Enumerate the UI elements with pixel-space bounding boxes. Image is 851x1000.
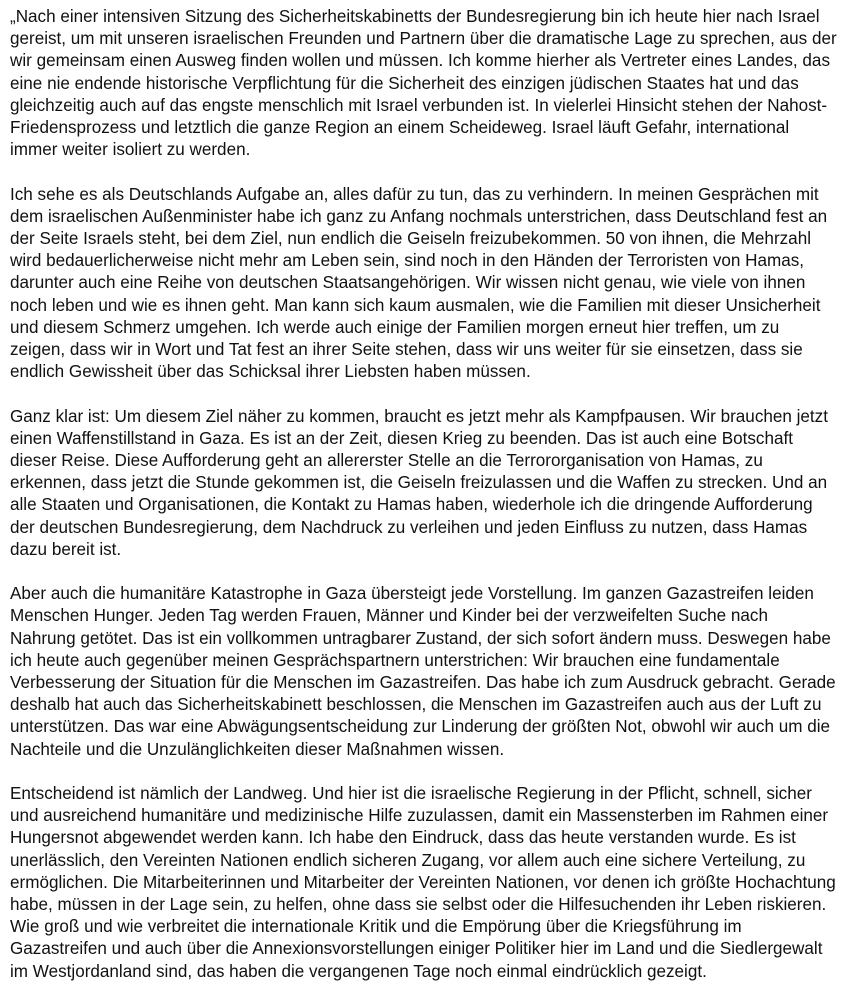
paragraph-2: Ich sehe es als Deutschlands Aufgabe an, alles dafür zu tun, das zu verhindern. In meinen Gesprächen mit dem israelischen Außenminister habe ich ganz zu Anfang nochmals unterstrichen, dass Deutschland fest an der Seite Israels steht, bei dem Ziel, nun endlich die Geiseln freizubekommen. 50 von ihnen, die Mehrzahl wird bedauerlicherweise nicht mehr am Leben sein, sind noch in den Händen der Terroristen von Hamas, darunter auch eine Reihe von deutschen Staatsangehörigen. Wir wissen nicht genau, wie viele von ihnen noch leben und wie es ihnen geht. Man kann sich kaum ausmalen, wie die Familien mit dieser Unsicherheit und diesem Schmerz umgehen. Ich werde auch einige der Familien morgen erneut hier treffen, um zu zeigen, dass wir in Wort und Tat fest an ihrer Seite stehen, dass wir uns weiter für sie einsetzen, dass sie endlich Gewissheit über das Schicksal ihrer Liebsten haben müssen. — [10, 184, 828, 382]
paragraph-3: Ganz klar ist: Um diesem Ziel näher zu kommen, braucht es jetzt mehr als Kampfpausen. Wir brauchen jetzt einen Waffenstillstand in Gaza. Es ist an der Zeit, diesen Krieg zu beenden. Das ist auch eine Botschaft dieser Reise. Diese Aufforderung geht an allererster Stelle an die Terrororganisation von Hamas, zu erkennen, dass jetzt die Stunde gekommen ist, die Geiseln freizulassen und die Waffen zu strecken. Und an alle Staaten und Organisationen, die Kontakt zu Hamas haben, wiederhole ich die dringende Aufforderung der deutschen Bundesregierung, dem Nachdruck zu verleihen und jeden Einfluss zu nutzen, dass Hamas dazu bereit ist. — [10, 406, 828, 559]
paragraph-4: Aber auch die humanitäre Katastrophe in Gaza übersteigt jede Vorstellung. Im ganzen Gazastreifen leiden Menschen Hunger. Jeden Tag werden Frauen, Männer und Kinder bei der verzweifelten Suche nach Nahrung getötet. Das ist ein vollkommen untragbarer Zustand, der sich sofort ändern muss. Deswegen habe ich heute auch gegenüber meinen Gesprächspartnern unterstrichen: Wir brauchen eine fundamentale Verbesserung der Situation für die Menschen im Gazastreifen. Das habe ich zum Ausdruck gebracht. Gerade deshalb hat auch das Sicherheitskabinett beschlossen, die Menschen im Gazastreifen auch aus der Luft zu unterstützen. Das war eine Abwägungsentscheidung zur Linderung der größten Not, obwohl wir auch um die Nachteile und die Unzulänglichkeiten dieser Maßnahmen wissen. — [10, 584, 836, 759]
paragraph-1: „Nach einer intensiven Sitzung des Sicherheitskabinetts der Bundesregierung bin ich heute hier nach Israel gereist, um mit unseren israelischen Freunden und Partnern über die dramatische Lage zu sprechen, aus der wir gemeinsam einen Ausweg finden wollen und müssen. Ich komme hierher als Vertreter eines Landes, das eine nie endende historische Verpflichtung für die Sicherheit des einzigen jüdischen Staates hat und das gleichzeitig auch auf das engste menschlich mit Israel verbunden ist. In vielerlei Hinsicht stehen der Nahost-Friedensprozess und letztlich die ganze Region an einem Scheideweg. Israel läuft Gefahr, international immer weiter isoliert zu werden. — [10, 7, 837, 160]
paragraph-5: Entscheidend ist nämlich der Landweg. Und hier ist die israelische Regierung in der Pflicht, schnell, sicher und ausreichend humanitäre und medizinische Hilfe zuzulassen, damit ein Massensterben im Rahmen einer Hungersnot abgewendet werden kann. Ich habe den Eindruck, dass das heute verstanden wurde. Es ist unerlässlich, den Vereinten Nationen endlich sicheren Zugang, vor allem auch eine sichere Verteilung, zu ermöglichen. Die Mitarbeiterinnen und Mitarbeiter der Vereinten Nationen, vor denen ich größte Hochachtung habe, müssen in der Lage sein, zu helfen, ohne dass sie selbst oder die Hilfesuchenden ihr Leben riskieren. Wie groß und wie verbreitet die internationale Kritik und die Empörung über die Kriegsführung im Gazastreifen und auch über die Annexionsvorstellungen einiger Politiker hier im Land und die Siedlergewalt im Westjordanland sind, das haben die vergangenen Tage noch einmal eindrücklich gezeigt. — [10, 784, 836, 981]
